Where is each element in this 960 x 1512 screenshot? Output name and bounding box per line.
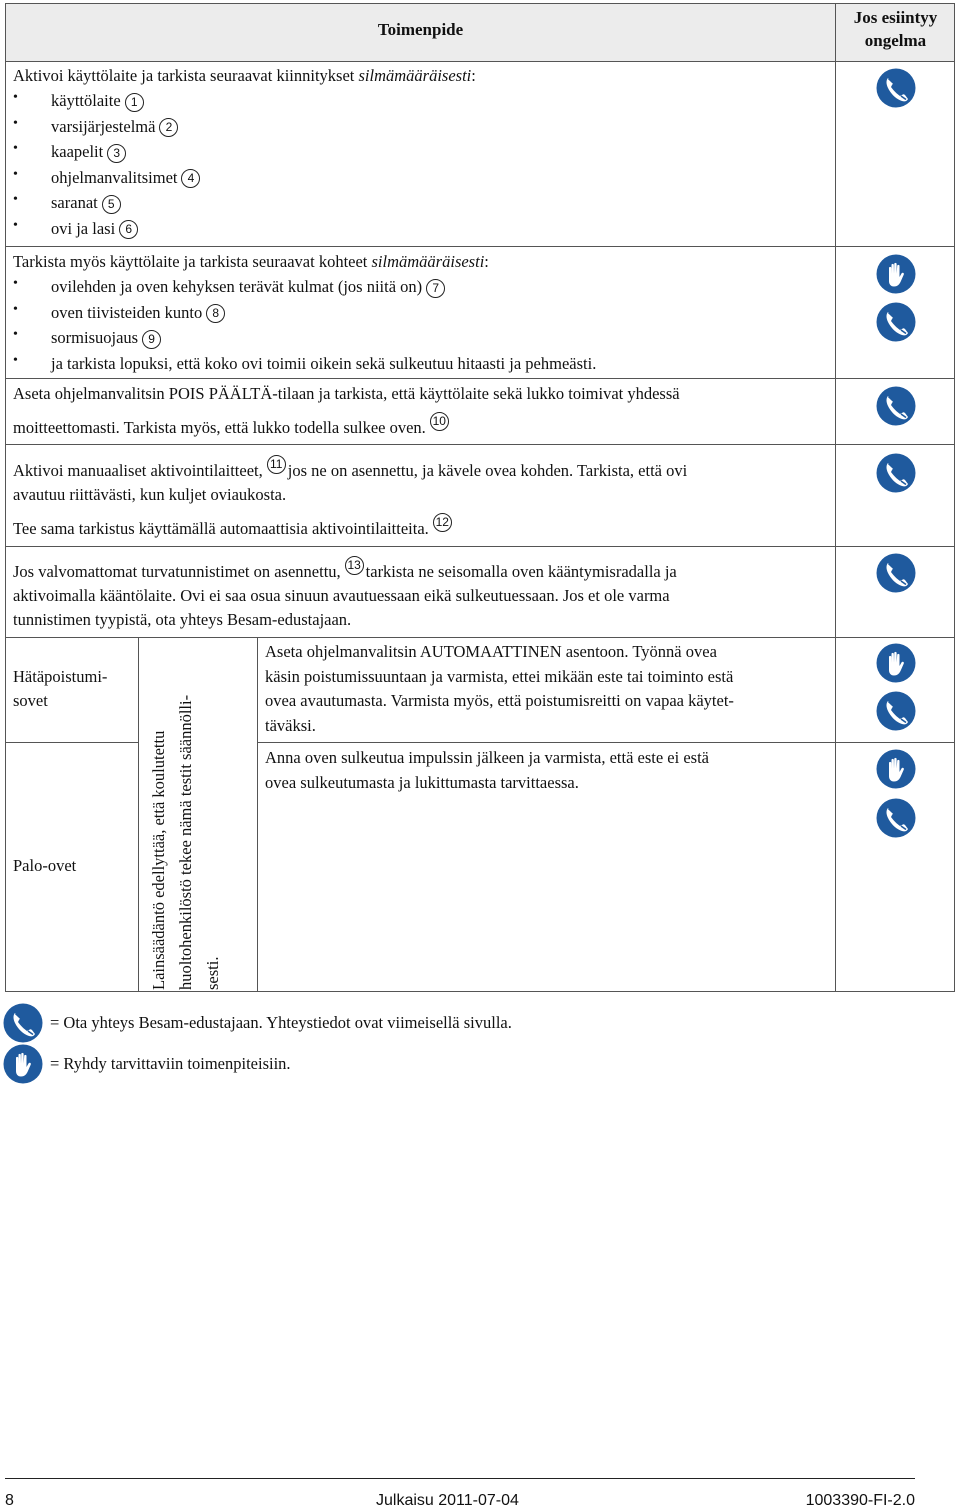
bullet-icon: • (13, 141, 18, 156)
section1-intro-italic: silmämääräisesti (358, 66, 472, 85)
list-item (51, 115, 178, 139)
list-item (51, 275, 445, 299)
list-item-label: ohjelmanvalitsimet (51, 167, 178, 187)
list-item (51, 140, 126, 164)
list-item (51, 191, 121, 215)
step-number: 7 (426, 279, 445, 298)
list-item-label: ja tarkista lopuksi, että koko ovi toimii oikein sekä sulkeutuu hitaasti ja pehmeästi. (51, 353, 597, 373)
inner-row-divider (835, 742, 955, 743)
footer-rule (5, 1478, 915, 1479)
section4-line3-text: Tee sama tarkistus käyttämällä automaattisia aktivointilaitteita. (13, 519, 429, 538)
step-number: 11 (267, 455, 286, 474)
row-divider (5, 246, 955, 247)
step-number: 3 (107, 144, 126, 163)
section2-intro (13, 250, 489, 274)
inner-row-divider (257, 742, 835, 743)
list-item-label: käyttölaite (51, 91, 121, 110)
emergency-doors-label-line1: Hätäpoistumi- (13, 667, 108, 686)
phone-icon (876, 302, 916, 342)
paragraph-line: ovea sulkeutumasta ja lukittumasta tarvittaessa. (265, 772, 579, 792)
section1-intro-text: Aktivoi käyttölaite ja tarkista seuraavat kiinnitykset (13, 66, 359, 85)
legend-hand-icon (3, 1044, 43, 1084)
phone-icon (876, 68, 916, 108)
fire-doors-label: Palo-ovet (13, 856, 77, 875)
bullet-icon: • (13, 276, 18, 291)
phone-icon (876, 453, 916, 493)
list-item-label: kaapelit (51, 142, 104, 161)
section5-line3: tunnistimen tyypistä, ota yhteys Besam-edustajaan. (13, 610, 352, 629)
section4-line1 (13, 456, 688, 483)
column-header-problem-line1: Jos esiintyy (853, 8, 938, 27)
list-item-label: ovi ja lasi (51, 218, 116, 238)
phone-icon (876, 553, 916, 593)
hand-icon (876, 254, 916, 294)
section4-line1a: Aktivoi manuaaliset aktivointilaitteet, (13, 461, 263, 480)
step-number: 1 (125, 93, 144, 112)
step-number: 5 (102, 195, 121, 214)
list-item (51, 217, 138, 241)
list-item-label: sormisuojaus (51, 328, 139, 347)
bullet-icon: • (13, 192, 18, 207)
bullet-icon: • (13, 90, 18, 105)
list-item (51, 352, 596, 376)
phone-icon (876, 798, 916, 838)
edition-date: Julkaisu 2011-07-04 (376, 1492, 519, 1509)
step-number: 6 (119, 220, 138, 239)
section2-intro-tail: : (484, 252, 489, 271)
list-item-label: ovilehden ja oven kehyksen terävät kulmat (jos niitä on) (51, 277, 423, 296)
row-divider (5, 378, 955, 379)
step-number: 10 (430, 412, 449, 431)
emergency-doors-label (13, 665, 107, 713)
column-header-problem-line2: ongelma (864, 31, 927, 50)
section2-intro-text: Tarkista myös käyttölaite ja tarkista seuraavat kohteet (13, 252, 372, 271)
paragraph-line: ovea avautumasta. Varmista myös, että poistumisreitti on vapaa käytet- (265, 691, 734, 710)
list-item (51, 166, 200, 190)
hand-icon (876, 749, 916, 789)
column-header-action: Toimenpide (377, 20, 464, 39)
bullet-icon: • (13, 115, 18, 131)
list-item (51, 326, 161, 350)
legend-hand-text: = Ryhdy tarvittaviin toimenpiteisiin. (50, 1054, 291, 1073)
bullet-icon: • (13, 217, 18, 233)
section3-line2-text: moitteettomasti. Tarkista myös, että lukko todella sulkee oven. (13, 418, 426, 437)
list-item-label: varsijärjestelmä (51, 116, 156, 136)
phone-icon (876, 386, 916, 426)
legend-phone-text: = Ota yhteys Besam-edustajaan. Yhteystiedot ovat viimeisellä sivulla. (50, 1013, 512, 1032)
inner-divider (257, 637, 258, 992)
emergency-doors-label-line2: sovet (13, 691, 48, 710)
inner-divider (138, 637, 139, 992)
section4-line1b: jos ne on asennettu, ja kävele ovea kohden. Tarkista, että ovi (287, 461, 688, 480)
section5-line1 (13, 557, 677, 584)
step-number: 9 (142, 330, 161, 349)
hand-icon (876, 643, 916, 683)
bullet-icon: • (13, 327, 18, 342)
section1-intro-tail: : (471, 66, 476, 85)
row-divider (5, 546, 955, 547)
section5-line1b: tarkista ne seisomalla oven kääntymisradalla ja (365, 562, 677, 581)
section2-intro-italic: silmämääräisesti (371, 252, 485, 271)
paragraph-line: käsin poistumissuuntaan ja varmista, ettei mikään este tai toiminto estä (265, 666, 734, 686)
row-divider (5, 61, 955, 62)
bullet-icon: • (13, 301, 18, 317)
legal-note-line1: Lainsäädäntö edellyttää, että koulutettu (149, 730, 168, 990)
paragraph-line: Anna oven sulkeutua impulssin jälkeen ja varmista, että este ei estä (265, 748, 709, 767)
column-divider (835, 3, 836, 992)
section5-line1a: Jos valvomattomat turvatunnistimet on asennettu, (13, 562, 341, 581)
section5-line2: aktivoimalla kääntölaite. Ovi ei saa osua sinuun avautuessaan eikä sulkeutuessaan. Jos et ole varma (13, 586, 670, 605)
step-number: 8 (206, 304, 225, 323)
row-divider (5, 637, 955, 638)
section3-line1: Aseta ohjelmanvalitsin POIS PÄÄLTÄ-tilaan ja tarkista, että käyttölaite sekä lukko toimivat yhdessä (13, 384, 680, 403)
section4-line3 (13, 514, 454, 541)
legal-requirement-note (145, 695, 226, 990)
inner-row-divider (5, 742, 138, 743)
list-item-label: oven tiivisteiden kunto (51, 302, 203, 322)
paragraph-line: Aseta ohjelmanvalitsin AUTOMAATTINEN asentoon. Työnnä ovea (265, 642, 717, 661)
bullet-icon: • (13, 352, 18, 368)
section3-line2 (13, 413, 451, 440)
paragraph-line: täväksi. (265, 715, 316, 735)
document-id: 1003390-FI-2.0 (805, 1492, 915, 1509)
step-number: 12 (433, 513, 452, 532)
step-number: 4 (181, 169, 200, 188)
step-number: 2 (159, 118, 178, 137)
legend-phone-icon (3, 1003, 43, 1043)
list-item (51, 89, 144, 113)
section4-line2: avautuu riittävästi, kun kuljet oviaukosta. (13, 485, 287, 504)
row-divider (5, 444, 955, 445)
list-item (51, 301, 225, 325)
legal-note-line3: sesti. (203, 956, 222, 990)
legal-note-line2: huoltohenkilöstö tekee nämä testit säännölli- (176, 694, 195, 990)
section1-intro (13, 64, 476, 88)
phone-icon (876, 691, 916, 731)
bullet-icon: • (13, 166, 18, 182)
column-header-problem (836, 6, 955, 52)
list-item-label: saranat (51, 193, 98, 212)
page-number: 8 (5, 1492, 14, 1509)
step-number: 13 (345, 556, 364, 575)
